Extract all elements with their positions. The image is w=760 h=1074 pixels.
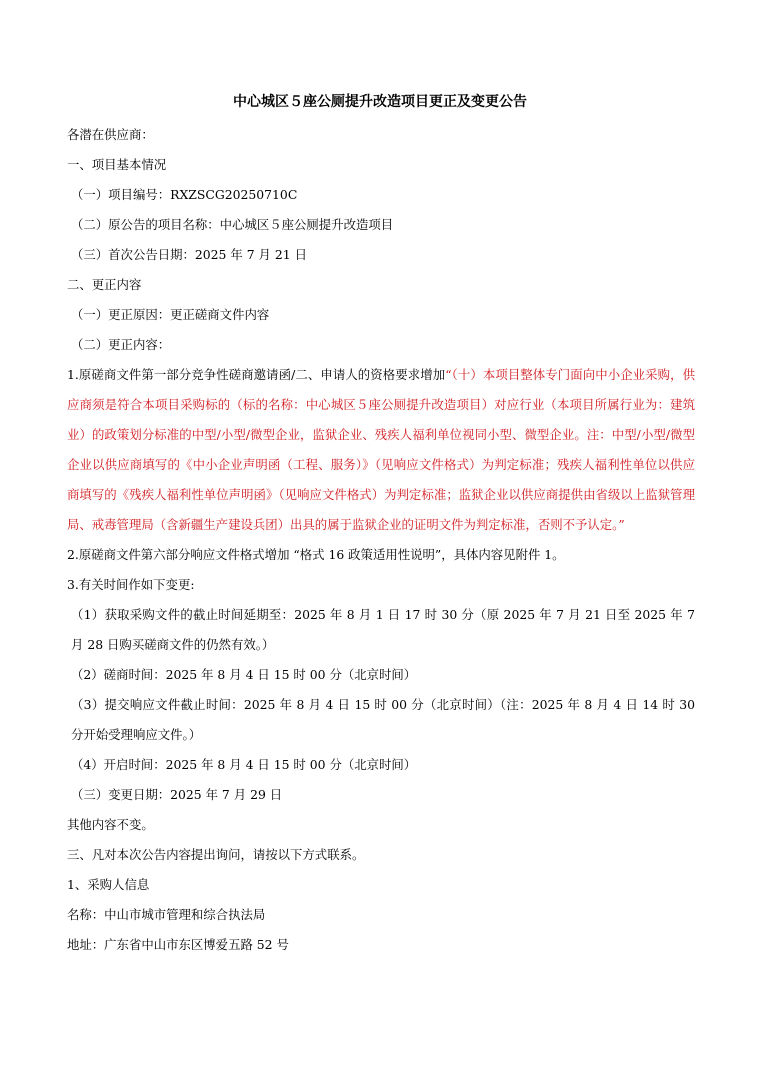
section1-heading: 一、项目基本情况 <box>67 157 167 172</box>
section2-heading: 二、更正内容 <box>67 277 142 292</box>
change-date: （三）变更日期：2025 年 7 月 29 日 <box>71 787 283 802</box>
greeting: 各潜在供应商： <box>67 127 154 142</box>
correction-reason: （一）更正原因：更正磋商文件内容 <box>71 307 270 322</box>
correction-content-label: （二）更正内容： <box>71 337 171 352</box>
purchaser-address: 地址：广东省中山市东区博爱五路 52 号 <box>67 937 289 952</box>
time-change-3: （3）提交响应文件截止时间：2025 年 8 月 4 日 15 时 00 分（北京时间）（注：2025 年 8 月 4 日 14 时 30 分开始受理响应文件。） <box>71 697 695 742</box>
correction-paragraph-1 <box>67 360 695 540</box>
purchaser-name: 名称：中山市城市管理和综合执法局 <box>67 907 266 922</box>
page-title: 中心城区５座公厕提升改造项目更正及变更公告 <box>233 94 527 110</box>
first-announce-date: （三）首次公告日期：2025 年 7 月 21 日 <box>71 247 307 262</box>
project-name: （二）原公告的项目名称：中心城区５座公厕提升改造项目 <box>71 217 394 232</box>
correction-paragraph-2: 2.原磋商文件第六部分响应文件格式增加 “格式 16 政策适用性说明”，具体内容见附件 1。 <box>67 547 565 562</box>
purchaser-info-heading: 1、采购人信息 <box>67 877 150 892</box>
time-change-4: （4）开启时间：2025 年 8 月 4 日 15 时 00 分（北京时间） <box>71 757 417 772</box>
correction-paragraph-3: 3.有关时间作如下变更: <box>67 577 195 592</box>
section3-heading: 三、凡对本次公告内容提出询问，请按以下方式联系。 <box>67 847 365 862</box>
project-number: （一）项目编号：RXZSCG20250710C <box>71 187 298 202</box>
paragraph-1-highlight: “（十）本项目整体专门面向中小企业采购，供应商须是符合本项目采购标的（标的名称：中心城区５座公厕提升改造项目）对应行业（本项目所属行业为：建筑业）的政策划分标准的中型/小型/微型企业，监狱企业、残疾人福利单位视同小型、微型企业。注：中型/小型/微型企业以供应商填写的《中小企业声明函（工程、服务）》（见响应文件格式）为判定标准；残疾人福利性单位以供应商填写的《残疾人福利性单位声明函》（见响应文件格式）为判定标准；监狱企业以供应商提供由省级以上监狱管理局、戒毒管理局（含新疆生产建设兵团）出具的属于监狱企业的证明文件为判定标准，否则不予认定。” <box>67 367 696 532</box>
document-body <box>67 120 695 960</box>
others-unchanged: 其他内容不变。 <box>67 817 154 832</box>
time-change-2: （2）磋商时间：2025 年 8 月 4 日 15 时 00 分（北京时间） <box>71 667 417 682</box>
paragraph-1-prefix: 1.原磋商文件第一部分竞争性磋商邀请函/二、申请人的资格要求增加 <box>67 367 446 382</box>
time-change-1: （1）获取采购文件的截止时间延期至：2025 年 8 月 1 日 17 时 30 分（原 2025 年 7 月 21 日至 2025 年 7 月 28 日购买磋商文件的仍然有效。） <box>71 607 695 652</box>
